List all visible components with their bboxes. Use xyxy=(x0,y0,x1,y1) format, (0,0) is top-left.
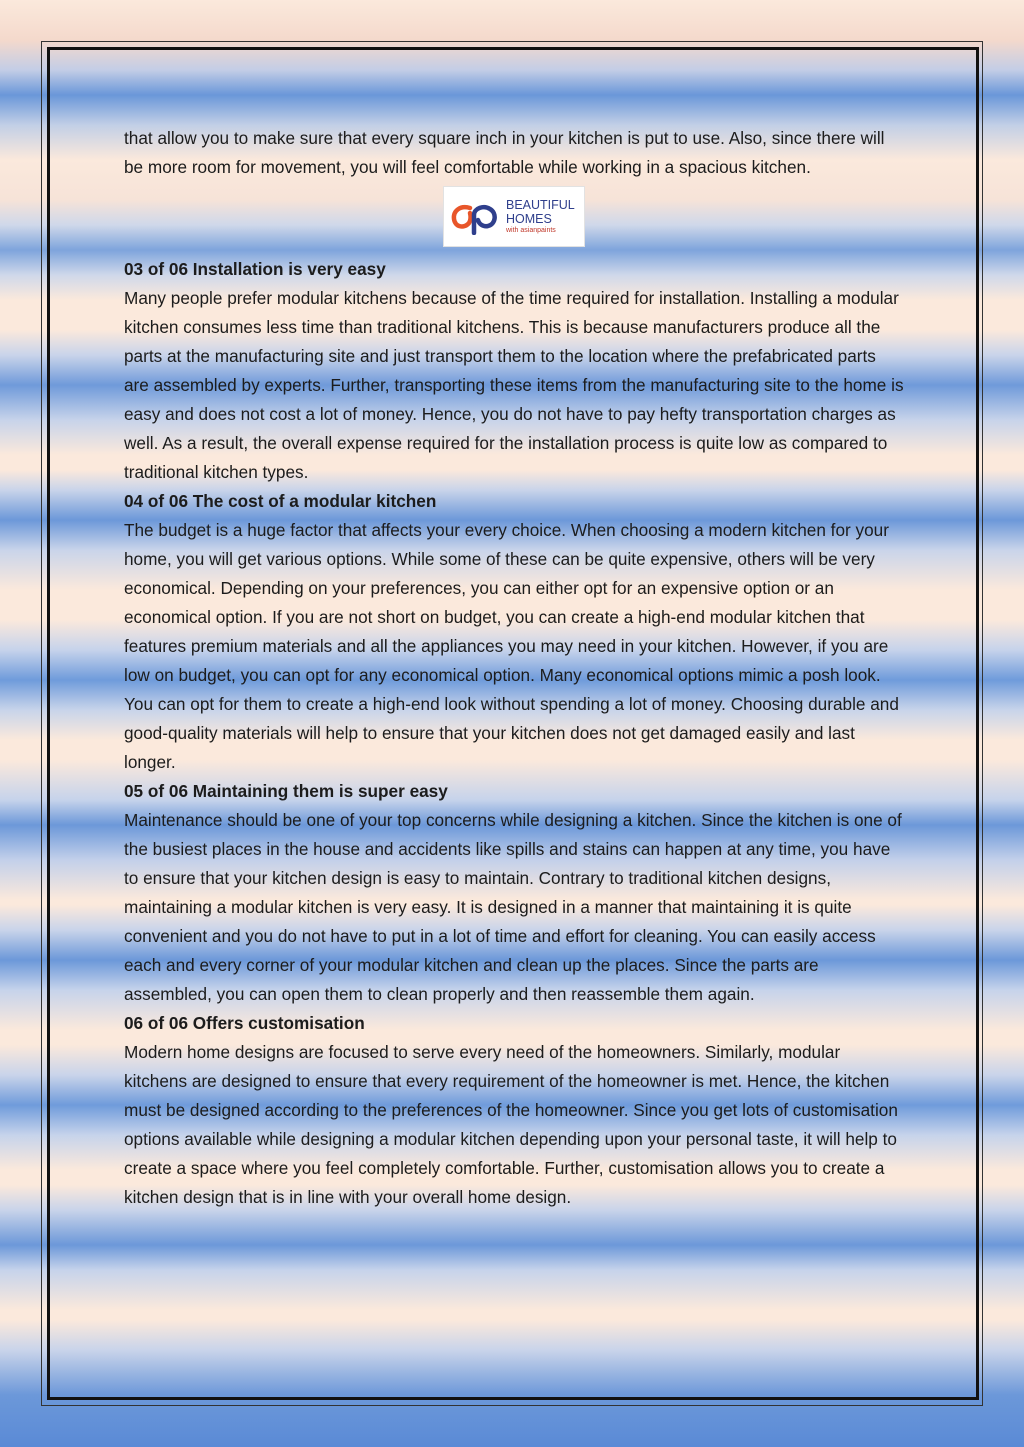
logo-line-beautiful: BEAUTIFUL xyxy=(506,198,575,212)
section-heading-cost: 04 of 06 The cost of a modular kitchen xyxy=(124,491,437,511)
section-body-cost: The budget is a huge factor that affects your every choice. When choosing a modern kitchen for your home, you will get various options. While some of these can be quite expensive, others will be very economical. Depending on your preferences, you can either opt for an expensive option or an economical option. If you are not short on budget, you can create a high-end modular kitchen that features premium materials and all the appliances you may need in your kitchen. However, if you are low on budget, you can opt for any economical option. Many economical options mimic a posh look. You can opt for them to create a high-end look without spending a lot of money. Choosing durable and good-quality materials will help to ensure that your kitchen does not get damaged easily and last longer. xyxy=(124,520,899,772)
document-body xyxy=(124,124,904,1212)
logo-line-tagline: with asianpaints xyxy=(506,227,556,234)
section-body-installation: Many people prefer modular kitchens because of the time required for installation. Installing a modular kitchen consumes less time than traditional kitchens. This is because manufacturers produce all the parts at the manufacturing site and just transport them to the location where the prefabricated parts are assembled by experts. Further, transporting these items from the manufacturing site to the home is easy and does not cost a lot of money. Hence, you do not have to pay hefty transportation charges as well. As a result, the overall expense required for the installation process is quite low as compared to traditional kitchen types. xyxy=(124,288,904,482)
section-body-customisation: Modern home designs are focused to serve every need of the homeowners. Similarly, modular kitchens are designed to ensure that every requirement of the homeowner is met. Hence, the kitchen must be designed according to the preferences of the homeowner. Since you get lots of customisation options available while designing a modular kitchen depending upon your personal taste, it will help to create a space where you feel completely comfortable. Further, customisation allows you to create a kitchen design that is in line with your overall home design. xyxy=(124,1042,898,1207)
section-heading-customisation: 06 of 06 Offers customisation xyxy=(124,1013,365,1033)
ap-logo-icon xyxy=(450,199,502,235)
section-heading-installation: 03 of 06 Installation is very easy xyxy=(124,259,386,279)
logo-wordmark xyxy=(506,199,575,234)
section-heading-maintenance: 05 of 06 Maintaining them is super easy xyxy=(124,781,448,801)
logo-line-homes: HOMES xyxy=(506,211,552,226)
logo-container xyxy=(124,186,904,247)
section-body-maintenance: Maintenance should be one of your top concerns while designing a kitchen. Since the kitchen is one of the busiest places in the house and accidents like spills and stains can happen at any time, you have to ensure that your kitchen design is easy to maintain. Contrary to traditional kitchen designs, maintaining a modular kitchen is very easy. It is designed in a manner that maintaining it is quite convenient and you do not have to put in a lot of time and effort for cleaning. You can easily access each and every corner of your modular kitchen and clean up the places. Since the parts are assembled, you can open them to clean properly and then reassemble them again. xyxy=(124,810,902,1004)
intro-paragraph: that allow you to make sure that every square inch in your kitchen is put to use. Also, since there will be more room for movement, you will feel comfortable while working in a spacious kitchen. xyxy=(124,128,885,177)
beautiful-homes-logo xyxy=(443,186,585,247)
